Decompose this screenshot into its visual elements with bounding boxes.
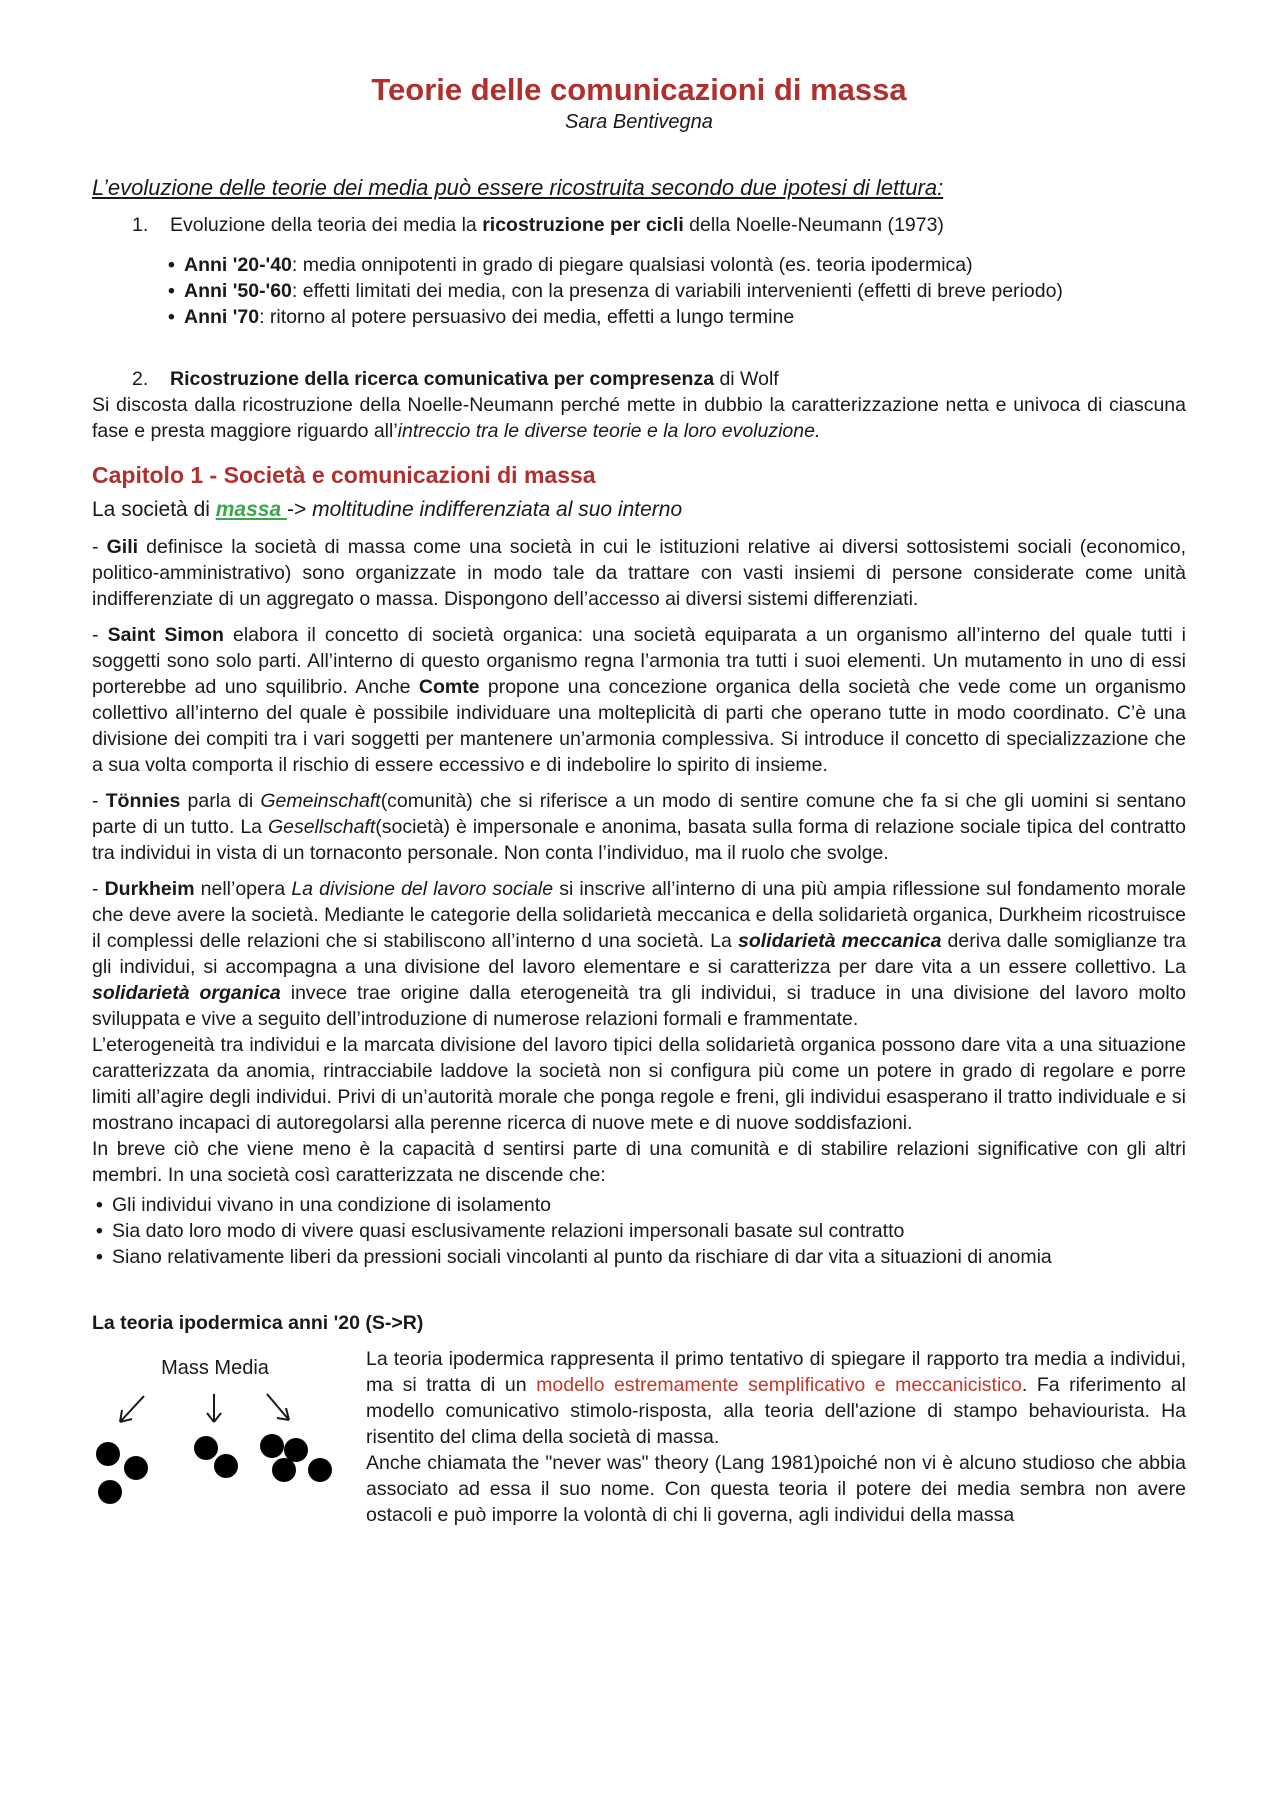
- item-text-pre: Evoluzione della teoria dei media la: [170, 214, 483, 236]
- anomia-paragraph: L’eterogeneità tra individui e la marcata divisione del lavoro tipici della solidarietà organica possono dare vita a una situazione caratterizzata da anomia, rintracciabile laddove la società non si configura più come un potere in grado di regolare e porre limiti all’agire degli individui. Privi di un’autorità morale che ponga regole e freni, gli individui esasperano il tratto individuale e si mostrano incapaci di autoregolarsi alla perenne ricerca di nuove mete e di nuove soddisfazioni.: [92, 1034, 1186, 1134]
- gili-paragraph: [92, 534, 1186, 612]
- term-italic: Gesellschaft: [267, 816, 376, 838]
- individual-dot: [96, 1442, 120, 1466]
- paragraph-text: definisce la società di massa come una società in cui le istituzioni relative ai diversi sottosistemi sociali (economico, politico-amministrativo) sono organizzate in modo tale da trattare con vasti insiemi di persone considerate come unità indifferenziate di un aggregato o massa. Dispongono dell’accesso ai diversi sistemi differenziati.: [92, 536, 1186, 610]
- document-author: Sara Bentivegna: [565, 111, 713, 133]
- item-number: 1.: [132, 214, 149, 236]
- period-text: : ritorno al potere persuasivo dei media, effetti a lungo termine: [259, 306, 795, 328]
- individual-dot: [260, 1434, 284, 1458]
- period-text: : effetti limitati dei media, con la presenza di variabili intervenienti (effetti di breve periodo): [291, 280, 1063, 302]
- author-name: Tönnies: [105, 790, 181, 812]
- item-text-bold: Ricostruzione della ricerca comunicativa per compresenza: [170, 368, 715, 390]
- dash: -: [92, 790, 106, 812]
- arrows: [120, 1394, 289, 1422]
- individual-dot: [284, 1438, 308, 1462]
- intro-heading: L’evoluzione delle teorie dei media può essere ricostruita secondo due ipotesi di lettura:: [92, 175, 944, 200]
- massa-definition-italic: moltitudine indifferenziata al suo interno: [312, 498, 683, 521]
- paragraph-text: La teoria ipodermica rappresenta il primo tentativo di spiegare il rapporto tra media a individui, ma si tratta di un: [366, 1348, 1186, 1396]
- individual-dot: [124, 1456, 148, 1480]
- list-item: • Sia dato loro modo di vivere quasi esclusivamente relazioni impersonali basate sul contratto: [96, 1218, 1186, 1244]
- period-text: : media onnipotenti in grado di piegare qualsiasi volontà (es. teoria ipodermica): [291, 254, 973, 276]
- massa-definition: [92, 496, 1186, 524]
- tonnies-paragraph: [92, 788, 1186, 866]
- paragraph-text: . Fa riferimento al modello comunicativo stimolo-risposta, alla teoria dell'azione di stampo behaviourista. Ha risentito del clima della società di massa.: [366, 1374, 1186, 1448]
- document-page: [92, 70, 1186, 1576]
- paragraph-text: (comunità) che si riferisce a un modo di sentire comune che fa si che gli uomini si sentano parte di un tutto. La: [92, 790, 1186, 838]
- item-text-bold: ricostruzione per cicli: [482, 214, 684, 236]
- arrow-down-left-icon: [120, 1396, 144, 1422]
- item-text-post: della Noelle-Neumann (1973): [683, 214, 944, 236]
- author-name: Durkheim: [104, 878, 195, 900]
- paragraph-text: (società) è impersonale e anonima, basata sulla forma di relazione sociale tipica del contratto tra individui in vista di un tornaconto personale. Non conta l’individuo, ma il ruolo che svolge.: [92, 816, 1187, 864]
- period-label: Anni '20-'40: [184, 254, 292, 276]
- dash: -: [92, 624, 108, 646]
- dash: -: [92, 536, 107, 558]
- chapter-1-title: Capitolo 1 - Società e comunicazioni di massa: [92, 462, 596, 488]
- list-item: [168, 278, 1186, 304]
- massa-pre: La società di: [92, 498, 216, 521]
- paragraph-text: parla di: [180, 790, 261, 812]
- mass-media-diagram: [92, 1346, 352, 1556]
- list-item: • Siano relativamente liberi da pressioni sociali vincolanti al punto da rischiare di dar vita a situazioni di anomia: [96, 1244, 1186, 1270]
- individual-dot: [272, 1458, 296, 1482]
- period-label: Anni '70: [184, 306, 260, 328]
- period-label: Anni '50-'60: [184, 280, 292, 302]
- ipodermica-section: [92, 1346, 1186, 1576]
- ipodermica-heading: La teoria ipodermica anni '20 (S->R): [92, 1312, 424, 1334]
- individual-dot: [194, 1436, 218, 1460]
- dash: -: [92, 878, 105, 900]
- list-item: [168, 252, 1186, 278]
- term-italic: Gemeinschaft: [260, 790, 381, 812]
- numbered-item-1: [92, 212, 1186, 238]
- saint-simon-paragraph: [92, 622, 1186, 778]
- summary-paragraph: In breve ciò che viene meno è la capacità d sentirsi parte di una comunità e di stabilire relazioni significative con gli altri membri. In una società così caratterizzata ne discende che:: [92, 1138, 1186, 1186]
- author-name: Comte: [418, 676, 480, 698]
- list-item: [168, 304, 1186, 330]
- highlighted-text: modello estremamente semplificativo e meccanicistico: [536, 1374, 1022, 1396]
- durkheim-paragraph: [92, 876, 1186, 1032]
- item-text-post: di Wolf: [714, 368, 779, 390]
- term-bold-italic: solidarietà organica: [92, 982, 281, 1004]
- work-title: La divisione del lavoro sociale: [291, 878, 554, 900]
- massa-keyword: massa: [215, 498, 287, 521]
- term-bold-italic: solidarietà meccanica: [738, 930, 942, 952]
- arrow-down-icon: [207, 1394, 221, 1422]
- paragraph-italic: intreccio tra le diverse teorie e la loro evoluzione.: [397, 420, 821, 442]
- mass-media-label: Mass Media: [161, 1357, 269, 1379]
- arrow-down-right-icon: [267, 1394, 289, 1420]
- wolf-paragraph: [92, 392, 1186, 444]
- paragraph-text: Si discosta dalla ricostruzione della Noelle-Neumann perché mette in dubbio la caratterizzazione netta e univoca di ciascuna fase e presta maggiore riguardo all’: [92, 394, 1186, 442]
- item-number: 2.: [132, 368, 149, 390]
- paragraph-text: propone una concezione organica della società che vede come un organismo collettivo all’interno del quale è possibile individuare una molteplicità di parti che operano tutte in modo coordinato. C’è una divisione dei compiti tra i vari soggetti per mantenere un’armonia complessiva. Si introduce il concetto di specializzazione che a sua volta comporta il rischio di essere eccessivo e di indebolire lo spirito di insieme.: [92, 676, 1186, 776]
- consequences-list: [92, 1192, 1186, 1270]
- numbered-item-2: [92, 366, 1186, 392]
- paragraph-text: nell’opera: [194, 878, 292, 900]
- periods-list: [92, 252, 1186, 330]
- ipodermica-text: [366, 1346, 1186, 1528]
- paragraph-text: invece trae origine dalla eterogeneità tra gli individui, si traduce in una divisione del lavoro molto sviluppata e vive a seguito dell’introduzione di numerose relazioni formali e frammentate.: [92, 982, 1186, 1030]
- massa-arrow: ->: [286, 498, 313, 521]
- paragraph-text: Anche chiamata the "never was" theory (Lang 1981)poiché non vi è alcuno studioso che abbia associato ad essa il suo nome. Con questa teoria il potere dei media sembra non avere ostacoli e può imporre la volontà di chi li governa, agli individui della massa: [366, 1452, 1186, 1526]
- individual-dot: [308, 1458, 332, 1482]
- paragraph-text: deriva dalle somiglianze tra gli individui, si accompagna a una divisione del lavoro elementare e si caratterizza per dare vita a un essere collettivo. La: [92, 930, 1187, 978]
- document-title: Teorie delle comunicazioni di massa: [371, 72, 907, 107]
- list-item: • Gli individui vivano in una condizione di isolamento: [96, 1192, 1186, 1218]
- individual-dot: [214, 1454, 238, 1478]
- individual-dot: [98, 1480, 122, 1504]
- paragraph-text: elabora il concetto di società organica: una società equiparata a un organismo all’interno del quale tutti i soggetti sono solo parti. All’interno di questo organismo regna l’armonia tra tutti i suoi elementi. Un mutamento in uno di essi porterebbe ad uno squilibrio. Anche: [92, 624, 1186, 698]
- author-name: Saint Simon: [107, 624, 224, 646]
- individuals-dots: [96, 1434, 332, 1504]
- author-name: Gili: [106, 536, 139, 558]
- paragraph-text: si inscrive all’interno di una più ampia riflessione sul fondamento morale che deve avere la società. Mediante le categorie della solidarietà meccanica e della solidarietà organica, Durkheim ricostruisce il complessi delle relazioni che si stabiliscono all’interno d una società. La: [92, 878, 1186, 952]
